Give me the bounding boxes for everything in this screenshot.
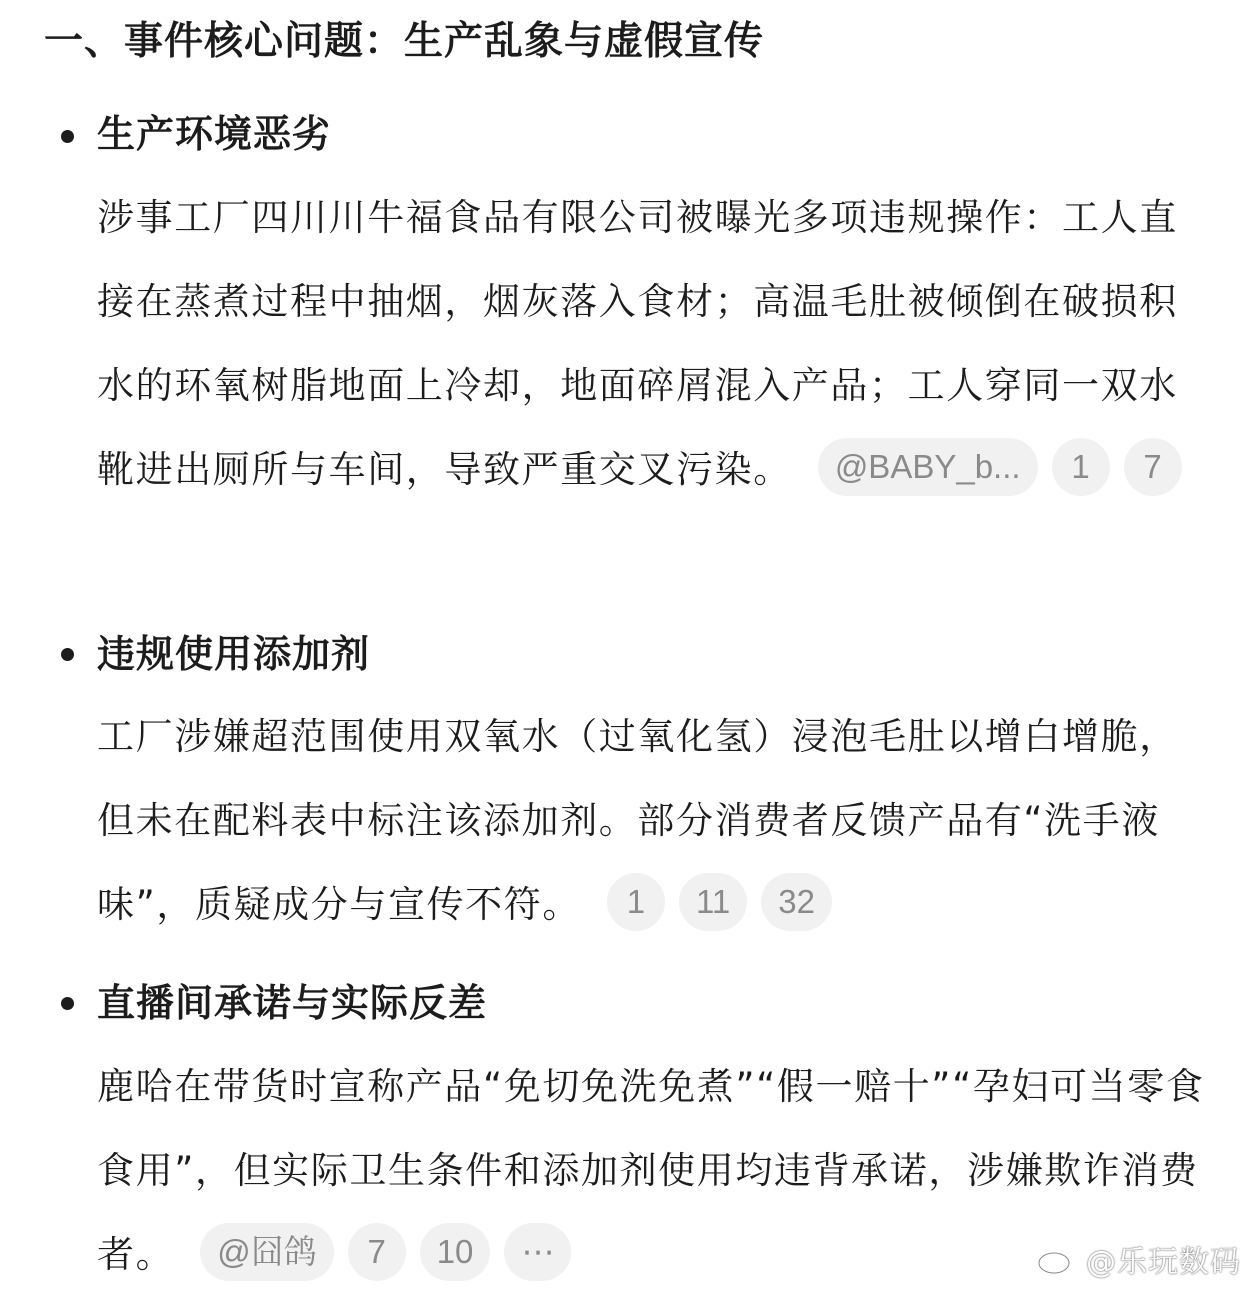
citation-chip-source[interactable]: @囧鸽 (200, 1223, 334, 1281)
citation-chip-ref[interactable]: 1 (607, 873, 665, 931)
citation-chip-ref[interactable]: 1 (1052, 438, 1110, 496)
section-title: 一、事件核心问题：生产乱象与虚假宣传 (44, 19, 765, 64)
item-body-text: 涉事工厂四川川牛福食品有限公司被曝光多项违规操作：工人直接在蒸煮过程中抽烟，烟灰落入食材；高温毛肚被倾倒在破损积水的环氧树脂地面上冷却，地面碎屑混入产品；工人穿同一双水靴进出厕所与车间，导致严重交叉污染。 (97, 196, 1178, 491)
bullet-dot (61, 130, 74, 143)
item-heading-illegal-additives: 违规使用添加剂 (97, 632, 371, 676)
bullet-dot (61, 997, 74, 1010)
citation-chip-ref[interactable]: 7 (1124, 438, 1182, 496)
citation-chip-ref[interactable]: 10 (420, 1223, 491, 1281)
item-body-text: 鹿哈在带货时宣称产品“免切免洗免煮”“假一赔十”“孕妇可当零食食用”，但实际卫生条件和添加剂使用均违背承诺，涉嫌欺诈消费者。 (97, 1065, 1205, 1276)
citation-chip-ref[interactable]: 11 (679, 873, 747, 931)
item-heading-production-environment: 生产环境恶劣 (97, 112, 332, 156)
item-body-illegal-additives (97, 695, 1215, 947)
item-heading-livestream-contrast: 直播间承诺与实际反差 (97, 981, 488, 1025)
citation-chip-source[interactable]: @BABY_b... (818, 438, 1038, 496)
more-citations-button[interactable]: ⋯ (504, 1223, 571, 1281)
citation-chip-ref[interactable]: 32 (761, 873, 832, 931)
item-body-production-environment (97, 176, 1215, 512)
bullet-dot (61, 648, 74, 661)
watermark-text: @乐玩数码 (1086, 1245, 1241, 1280)
item-body-text: 工厂涉嫌超范围使用双氧水（过氧化氢）浸泡毛肚以增白增脆，但未在配料表中标注该添加剂。部分消费者反馈产品有“洗手液味”，质疑成分与宣传不符。 (97, 715, 1178, 926)
weibo-logo-icon (1036, 1241, 1080, 1277)
citation-chip-ref[interactable]: 7 (348, 1223, 406, 1281)
watermark (1036, 1237, 1241, 1281)
